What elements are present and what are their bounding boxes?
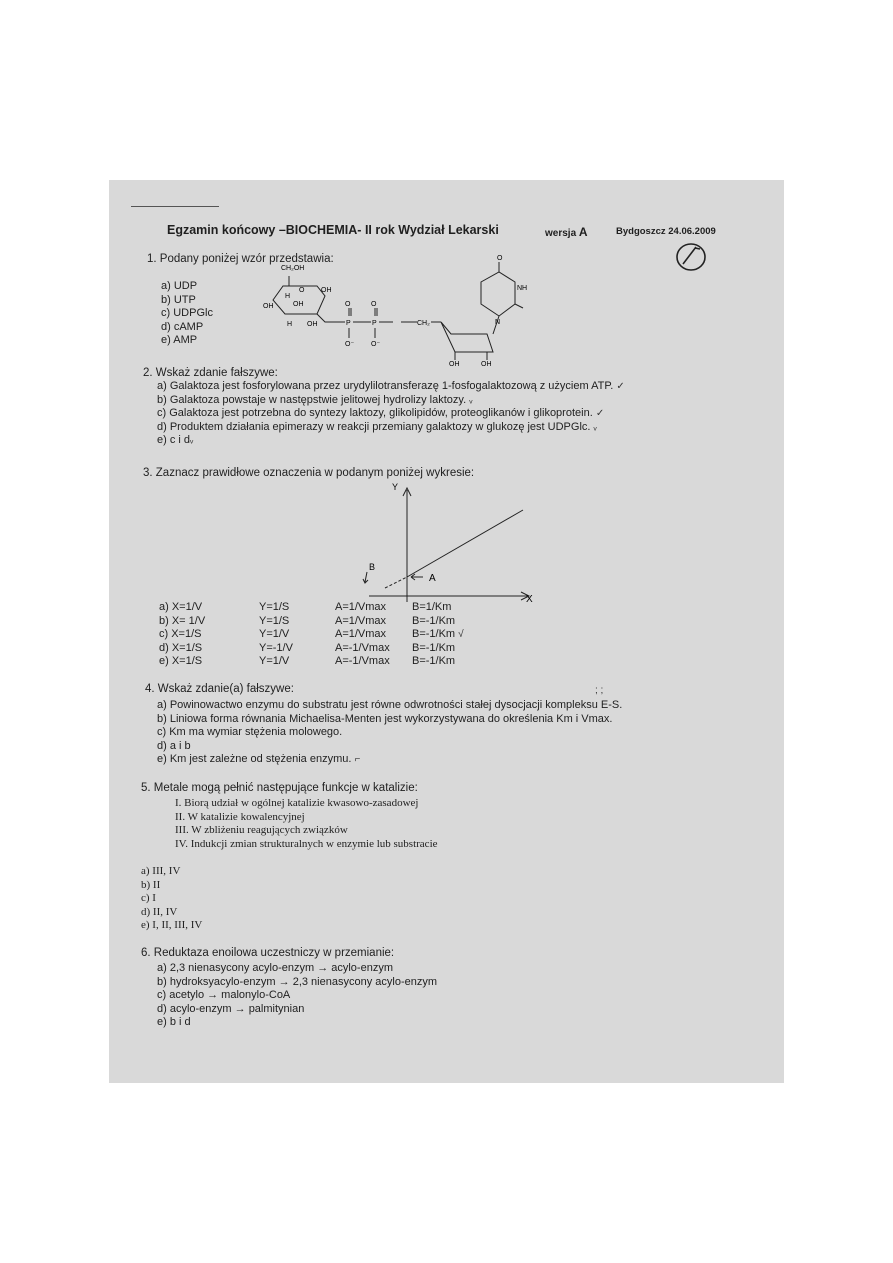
- label-ch2oh: CH₂OH: [281, 265, 305, 272]
- option: d) II, IV: [141, 905, 178, 918]
- option: c) acetylo → malonylo-CoA: [157, 989, 291, 1001]
- question-5-options: [141, 865, 202, 933]
- option: d) cAMP: [161, 320, 204, 333]
- question-6: 6. Reduktaza enoilowa uczestniczy w przemianie:: [141, 947, 395, 959]
- label-oh: OH: [449, 361, 460, 367]
- label-ch2: CH₂: [417, 320, 430, 327]
- label-h: H: [285, 293, 291, 300]
- option-row: e) X=1/S Y=1/V A=-1/Vmax B=-1/Km: [159, 655, 456, 667]
- question-4-options: [157, 699, 622, 767]
- exam-title: Egzamin końcowy –BIOCHEMIA- II rok Wydział Lekarski: [167, 223, 499, 237]
- chemical-structure-diagram: [259, 242, 529, 367]
- question-4: 4. Wskaż zdanie(a) fałszywe:: [145, 683, 294, 695]
- axis-label-x: X: [526, 594, 533, 605]
- option: d) acylo-enzym → palmitynian: [157, 1002, 305, 1015]
- option: e) I, II, III, IV: [141, 919, 203, 931]
- option: a) 2,3 nienasycony acylo-enzym → acylo-enzym: [157, 962, 393, 974]
- graph-label-b: B: [369, 562, 376, 572]
- handwritten-dash-mark: ⌐: [354, 754, 361, 765]
- option: b) hydroksyacylo-enzym → 2,3 nienasycony acylo-enzym: [157, 975, 438, 988]
- option: e) Km jest zależne od stężenia enzymu. ⌐: [157, 753, 361, 765]
- question-1-options: [161, 280, 213, 348]
- handwritten-tick-mark: ᵥ: [593, 421, 597, 433]
- option: d) a i b: [157, 739, 191, 752]
- option: c) Galaktoza jest potrzebna do syntezy laktozy, glikolipidów, proteoglikanów i glikoprotein. ✓: [157, 407, 605, 419]
- graph-label-a: A: [429, 573, 436, 584]
- label-o: O: [497, 255, 503, 262]
- option: a) Powinowactwo enzymu do substratu jest równe odwrotności stałej dysocjacji kompleksu E-S.: [157, 699, 623, 711]
- option: d) Produktem działania epimerazy w reakcji przemiany galaktozy w glukozę jest UDPGlc. ᵥ: [157, 420, 597, 433]
- option: c) I: [141, 892, 156, 904]
- question-5: 5. Metale mogą pełnić następujące funkcje w katalizie:: [141, 782, 418, 794]
- option: a) UDP: [161, 280, 198, 292]
- handwritten-check-mark: ✓: [595, 408, 605, 419]
- option-row: a) X=1/V Y=1/S A=1/Vmax B=1/Km: [159, 601, 452, 613]
- question-2: 2. Wskaż zdanie fałszywe:: [143, 367, 278, 379]
- option-row: c) X=1/S Y=1/V A=1/Vmax B=-1/Km √: [159, 628, 464, 640]
- label-oh: OH: [293, 301, 304, 308]
- handwritten-check-mark: ✓: [616, 381, 625, 392]
- top-rule: [131, 206, 219, 207]
- option: b) Galaktoza powstaje w następstwie jelitowej hydrolizy laktozy. ᵥ: [157, 393, 473, 406]
- option: b) UTP: [161, 293, 196, 306]
- label-ring-o: O: [299, 287, 305, 294]
- question-1: 1. Podany poniżej wzór przedstawia:: [147, 253, 334, 265]
- question-3: 3. Zaznacz prawidłowe oznaczenia w podanym poniżej wykresie:: [143, 467, 475, 479]
- label-oh: OH: [481, 361, 492, 367]
- version-letter: A: [578, 225, 588, 239]
- option: a) Galaktoza jest fosforylowana przez urydylilotransferazę 1-fosfogalaktozową z użyciem ATP. ✓: [157, 380, 625, 392]
- lineweaver-burk-graph: [349, 480, 549, 605]
- label-oh: OH: [263, 303, 274, 310]
- option: e) AMP: [161, 334, 198, 346]
- statement: IV. Indukcji zmian strukturalnych w enzymie lub substracie: [175, 837, 438, 850]
- label-o-minus: O⁻: [371, 341, 381, 348]
- option: a) III, IV: [141, 865, 181, 877]
- handwritten-tick-mark: ᵥ: [190, 435, 194, 446]
- label-o: O: [371, 301, 377, 308]
- statement: III. W zbliżeniu reagujących związków: [175, 824, 348, 836]
- label-p: P: [372, 320, 377, 327]
- label-oh: OH: [321, 287, 332, 294]
- exam-date: Bydgoszcz 24.06.2009: [616, 226, 716, 237]
- handwritten-check-mark: √: [458, 629, 464, 640]
- handwritten-mark: ; ;: [595, 685, 604, 696]
- option: e) c i dᵥ: [157, 434, 194, 446]
- label-o-minus: O⁻: [345, 341, 355, 348]
- version-label: wersja A: [545, 225, 588, 239]
- question-2-options: [157, 380, 625, 448]
- axis-label-y: Y: [392, 482, 399, 492]
- label-h: H: [287, 321, 293, 328]
- label-p: P: [346, 320, 351, 327]
- question-6-options: [157, 962, 437, 1030]
- option: c) Km ma wymiar stężenia molowego.: [157, 726, 343, 738]
- label-nh: NH: [517, 285, 528, 292]
- option: b) Liniowa forma równania Michaelisa-Menten jest wykorzystywana do określenia Km i Vmax.: [157, 712, 613, 725]
- statement: II. W katalizie kowalencyjnej: [175, 810, 305, 823]
- label-n: N: [495, 319, 501, 326]
- option-row: b) X= 1/V Y=1/S A=1/Vmax B=-1/Km: [159, 614, 456, 627]
- option: e) b i d: [157, 1016, 191, 1028]
- statement: I. Biorą udział w ogólnej katalizie kwasowo-zasadowej: [175, 797, 419, 809]
- option: b) II: [141, 878, 161, 891]
- option: c) UDPGlc: [161, 307, 213, 319]
- handwritten-tick-mark: ᵥ: [469, 394, 473, 406]
- label-o: O: [345, 301, 351, 308]
- option-row: d) X=1/S Y=-1/V A=-1/Vmax B=-1/Km: [159, 641, 456, 654]
- handwritten-circle-mark: [674, 240, 708, 274]
- question-5-statements: [175, 797, 438, 851]
- question-3-options: [159, 601, 464, 669]
- label-oh: OH: [307, 321, 318, 328]
- exam-sheet: [109, 180, 784, 1083]
